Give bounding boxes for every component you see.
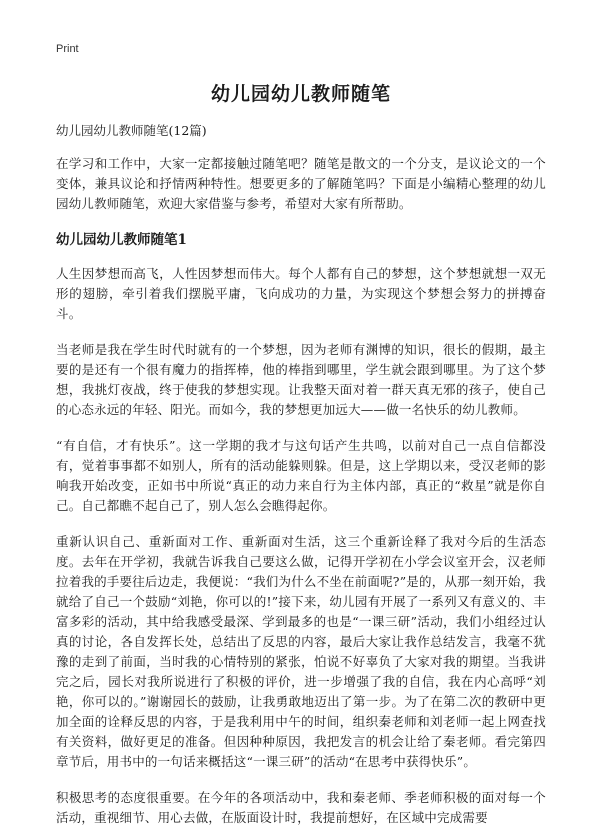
document-title: 幼儿园幼儿教师随笔 <box>210 83 391 105</box>
body-paragraph-5: 积极思考的态度很重要。在今年的各项活动中，我和秦老师、季老师积极的面对每一个活动，重视细节、用心去做，在版面设计时，我提前想好，在区域中完成需要 <box>56 790 546 825</box>
body-paragraph-2: 当老师是我在学生时代时就有的一个梦想，因为老师有渊博的知识，很长的假期，最主要的是还有一个很有魔力的指挥棒，他的棒指到哪里，学生就会跟到哪里。为了这个梦想，我挑灯夜战，终于使我的梦想实现。让我整天面对着一群天真无邪的孩子，使自己的心态永远的年轻、阳光。而如今，我的梦想更加远大——做一名快乐的幼儿教师。 <box>56 342 546 417</box>
document-subtitle: 幼儿园幼儿教师随笔(12篇) <box>56 123 207 138</box>
body-paragraph-3: “有自信，才有快乐”。这一学期的我才与这句话产生共鸣，以前对自己一点自信都没有，觉着事事都不如别人，所有的活动能躲则躲。但是，这上学期以来，受汉老师的影响我开始改变，正如书中所说“真正的动力来自行为主体内部，真正的“救星”就是你自己。自己都瞧不起自己了，别人怎么会瞧得起你。 <box>56 438 546 513</box>
body-paragraph-4: 重新认识自己、重新面对工作、重新面对生活，这三个重新诠释了我对今后的生活态度。去年在开学初，我就告诉我自己要这么做，记得开学初在小学会议室开会，汉老师拉着我的手要往后边走，我便说：“我们为什么不坐在前面呢?”是的，从那一刻开始，我就给了自己一个鼓励“刘艳，你可以的!”接下来，幼儿园有开展了一系列又有意义的、丰富多彩的活动，其中给我感受最深、学到最多的也是“一课三研”活动，我们小组经过认真的讨论，各自发挥长处，总结出了反思的内容，最后大家让我作总结发言，我毫不犹豫的走到了前面，当时我的心情特别的紧张，怕说不好辜负了大家对我的期望。当我讲完之后，园长对我所说进行了积极的评价，进一步增强了我的自信，我在内心高呼“刘艳，你可以的。”谢谢园长的鼓励，让我勇敢地迈出了第一步。为了在第二次的教研中更加全面的诠释反思的内容，于是我利用中午的时间，组织秦老师和刘老师一起上网查找有关资料，做好更足的准备。但因种种原因，我把发言的机会让给了秦老师。看完第四章节后，用书中的一句话来概括这“一课三研”的活动“在思考中获得快乐”。 <box>56 534 546 769</box>
print-label: Print <box>56 43 79 55</box>
body-paragraph-1: 人生因梦想而高飞，人性因梦想而伟大。每个人都有自己的梦想，这个梦想就想一双无形的翅膀，牵引着我们摆脱平庸，飞向成功的力量，为实现这个梦想会努力的拼搏奋斗。 <box>56 266 546 321</box>
section-heading: 幼儿园幼儿教师随笔1 <box>56 232 187 248</box>
intro-paragraph: 在学习和工作中，大家一定都接触过随笔吧？随笔是散文的一个分支，是议论文的一个变体，兼具议论和抒情两种特性。想要更多的了解随笔吗？下面是小编精心整理的幼儿园幼儿教师随笔，欢迎大家借鉴与参考，希望对大家有所帮助。 <box>56 156 546 211</box>
